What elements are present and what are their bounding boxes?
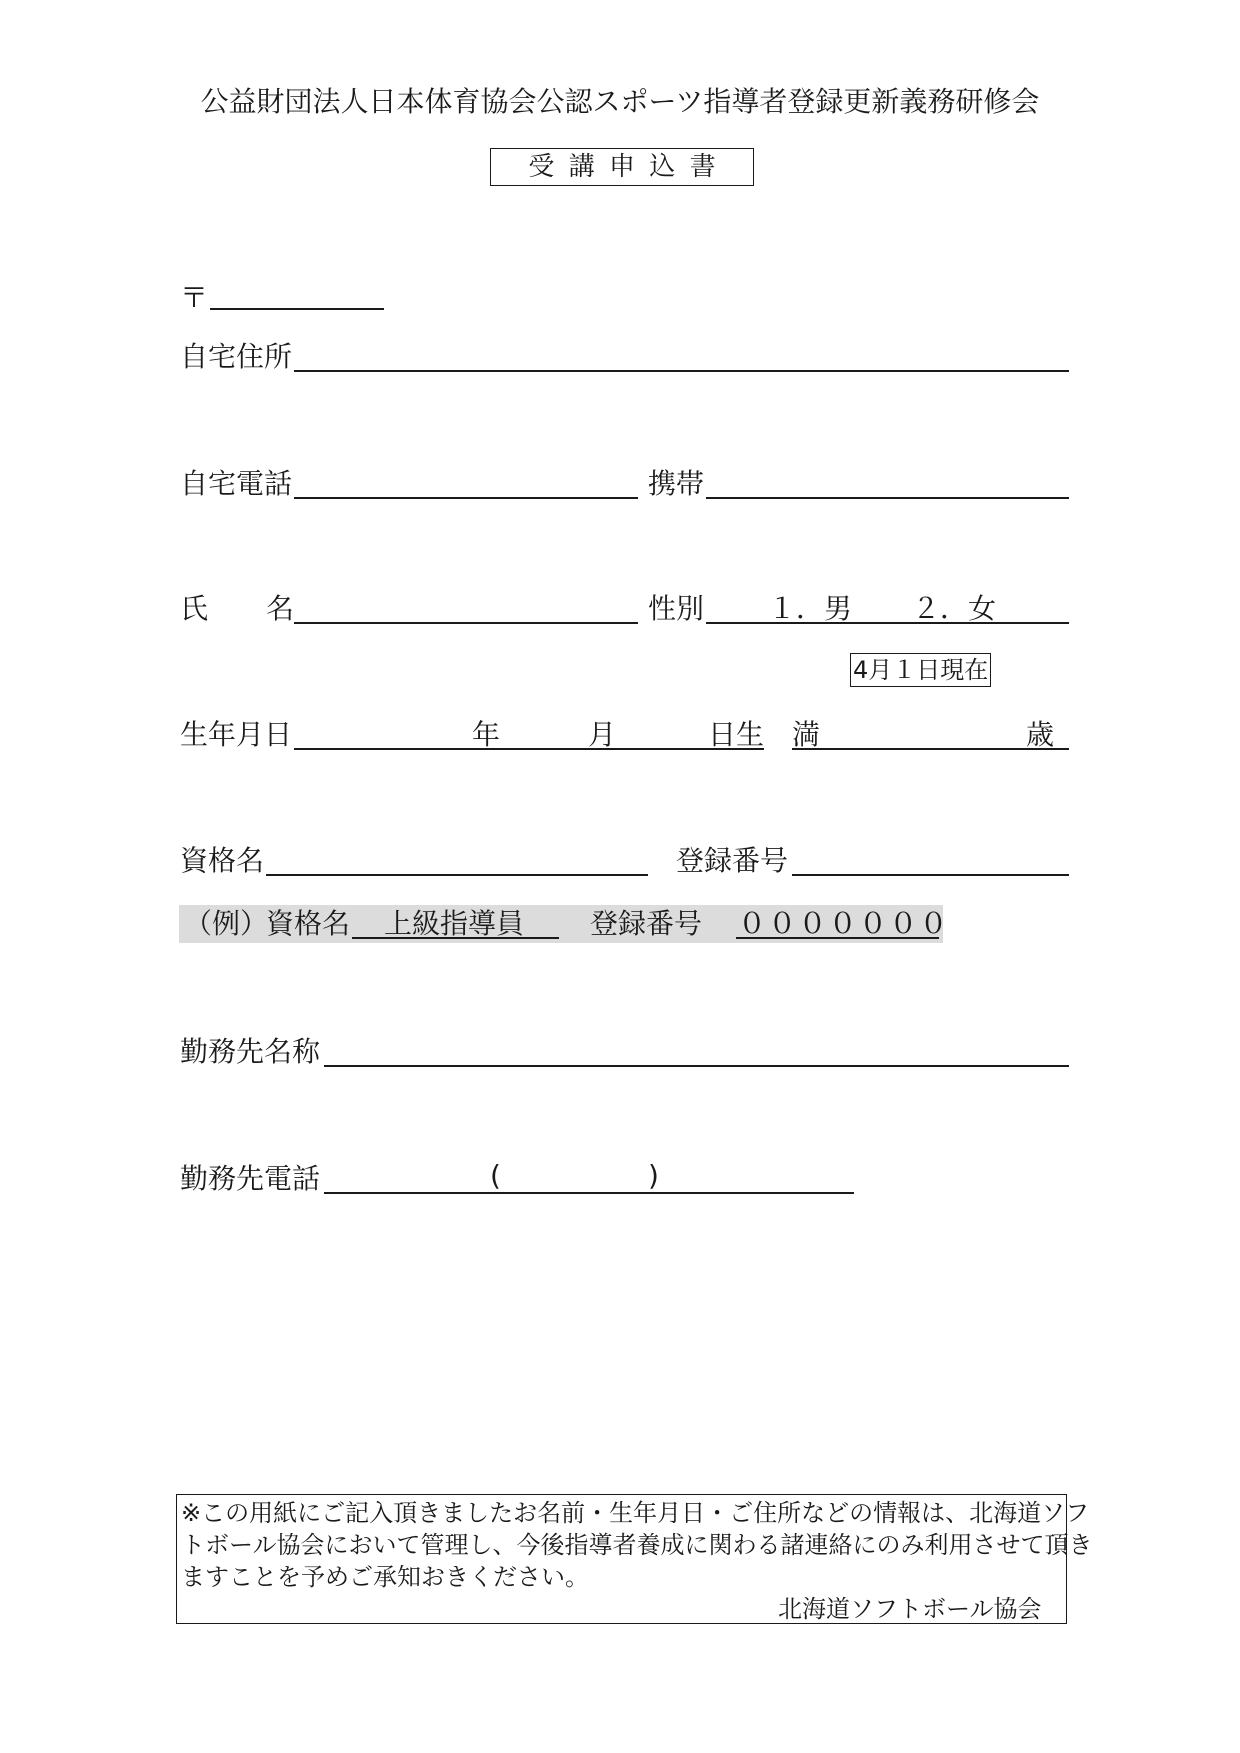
address-field[interactable] — [294, 370, 1069, 372]
privacy-notice-line-2: トボール協会において管理し、今後指導者養成に関わる諸連絡にのみ利用させて頂き — [181, 1531, 1093, 1559]
example-registration-value: ０００００００ — [738, 907, 950, 940]
workplace-phone-field[interactable] — [324, 1192, 854, 1194]
year-unit: 年 — [472, 718, 501, 751]
gender-field[interactable] — [706, 622, 1069, 624]
example-qualification-value: 上級指導員 — [384, 907, 525, 940]
workplace-name-label: 勤務先名称 — [180, 1035, 321, 1068]
registration-field[interactable] — [792, 874, 1069, 876]
home-phone-field[interactable] — [294, 497, 638, 499]
registration-label: 登録番号 — [676, 844, 789, 877]
age-suffix: 歳 — [1026, 718, 1055, 751]
day-unit: 日生 — [708, 718, 765, 751]
form-name: 受講申込書 — [528, 152, 730, 182]
privacy-notice-line-1: ※この用紙にご記入頂きましたお名前・生年月日・ご住所などの情報は、北海道ソフ — [181, 1499, 1090, 1527]
gender-option-female[interactable]: ２．女 — [912, 592, 997, 625]
month-unit: 月 — [588, 718, 617, 751]
home-phone-label: 自宅電話 — [180, 467, 293, 500]
workplace-name-field[interactable] — [324, 1065, 1069, 1067]
example-prefix: （例） — [184, 907, 269, 940]
qualification-label: 資格名 — [180, 844, 265, 877]
paren-open: ( — [490, 1159, 501, 1192]
name-label-first: 氏 — [180, 592, 209, 625]
postal-mark: 〒 — [180, 281, 209, 314]
document-title: 公益財団法人日本体育協会公認スポーツ指導者登録更新義務研修会 — [200, 85, 1040, 118]
privacy-notice-signature: 北海道ソフトボール協会 — [778, 1595, 1042, 1623]
workplace-phone-label: 勤務先電話 — [180, 1162, 321, 1195]
address-label: 自宅住所 — [180, 340, 293, 373]
example-registration-label: 登録番号 — [590, 907, 703, 940]
qualification-field[interactable] — [266, 874, 648, 876]
postal-code-field[interactable] — [210, 308, 384, 310]
mobile-label: 携帯 — [648, 467, 705, 500]
privacy-notice-line-3: ますことを予めご承知おきください。 — [181, 1563, 589, 1591]
gender-label: 性別 — [648, 592, 705, 625]
gender-option-male[interactable]: １．男 — [768, 592, 853, 625]
birthdate-label: 生年月日 — [180, 718, 293, 751]
name-field[interactable] — [294, 622, 638, 624]
mobile-field[interactable] — [706, 497, 1069, 499]
form-name-box — [490, 148, 754, 186]
as-of-note — [850, 653, 991, 687]
example-qualification-label: 資格名 — [266, 907, 351, 940]
paren-close: ) — [648, 1159, 659, 1192]
name-label-second: 名 — [266, 592, 295, 625]
birthdate-field[interactable] — [294, 748, 764, 750]
age-prefix: 満 — [792, 718, 821, 751]
as-of-note-text: 4月１日現在 — [853, 656, 989, 684]
